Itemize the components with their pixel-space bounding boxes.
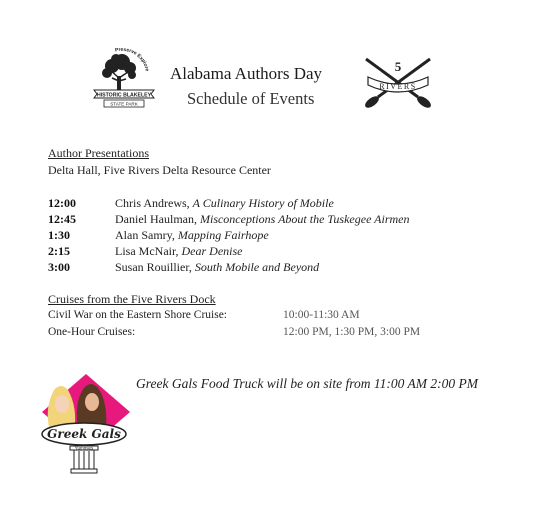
logo-banner-text: HISTORIC BLAKELEY (96, 92, 152, 99)
five-rivers-logo (360, 55, 436, 111)
cruise-time: 10:00-11:30 AM (283, 309, 360, 321)
author-name: Alan Samry, (115, 228, 175, 242)
authors-location: Delta Hall, Five Rivers Delta Resource Center (48, 163, 271, 177)
food-logo-sub: Yummies (74, 445, 94, 451)
schedule-time: 2:15 (48, 244, 70, 258)
tree-icon (92, 48, 156, 110)
food-truck-note: Greek Gals Food Truck will be on site from 11:00 AM 2:00 PM (136, 376, 478, 391)
cruises-heading: Cruises from the Five Rivers Dock (48, 292, 216, 306)
cruise-label: Civil War on the Eastern Shore Cruise: (48, 309, 227, 321)
page-title: Alabama Authors Day (170, 64, 323, 83)
logo-rivers-text: RIVERS (379, 82, 417, 91)
schedule-time: 3:00 (48, 260, 70, 274)
book-title: Misconceptions About the Tuskegee Airmen (199, 212, 410, 226)
book-title: Dear Denise (181, 244, 243, 258)
book-title: South Mobile and Beyond (194, 260, 320, 274)
logo-numeral: 5 (394, 59, 402, 74)
logo-arc-text: Preserve Explore (114, 48, 150, 72)
book-title: Mapping Fairhope (177, 228, 269, 242)
crossed-oars-icon (360, 55, 436, 111)
food-logo-text: Greek Gals (47, 427, 121, 441)
historic-blakeley-logo (92, 48, 156, 110)
schedule-time: 12:45 (48, 212, 76, 226)
authors-heading: Author Presentations (48, 146, 149, 160)
author-name: Daniel Haulman, (115, 212, 197, 226)
author-name: Chris Andrews, (115, 196, 190, 210)
schedule-time: 12:00 (48, 196, 76, 210)
greek-gals-logo (36, 368, 136, 476)
schedule-time: 1:30 (48, 228, 70, 242)
author-name: Susan Rouillier, (115, 260, 192, 274)
page-subtitle: Schedule of Events (187, 89, 315, 108)
book-title: A Culinary History of Mobile (192, 196, 334, 210)
cruise-label: One-Hour Cruises: (48, 326, 136, 338)
author-name: Lisa McNair, (115, 244, 179, 258)
cruise-time: 12:00 PM, 1:30 PM, 3:00 PM (283, 326, 421, 338)
greek-gals-illustration-icon (36, 368, 136, 476)
logo-bottom-text: STATE PARK (110, 101, 138, 107)
